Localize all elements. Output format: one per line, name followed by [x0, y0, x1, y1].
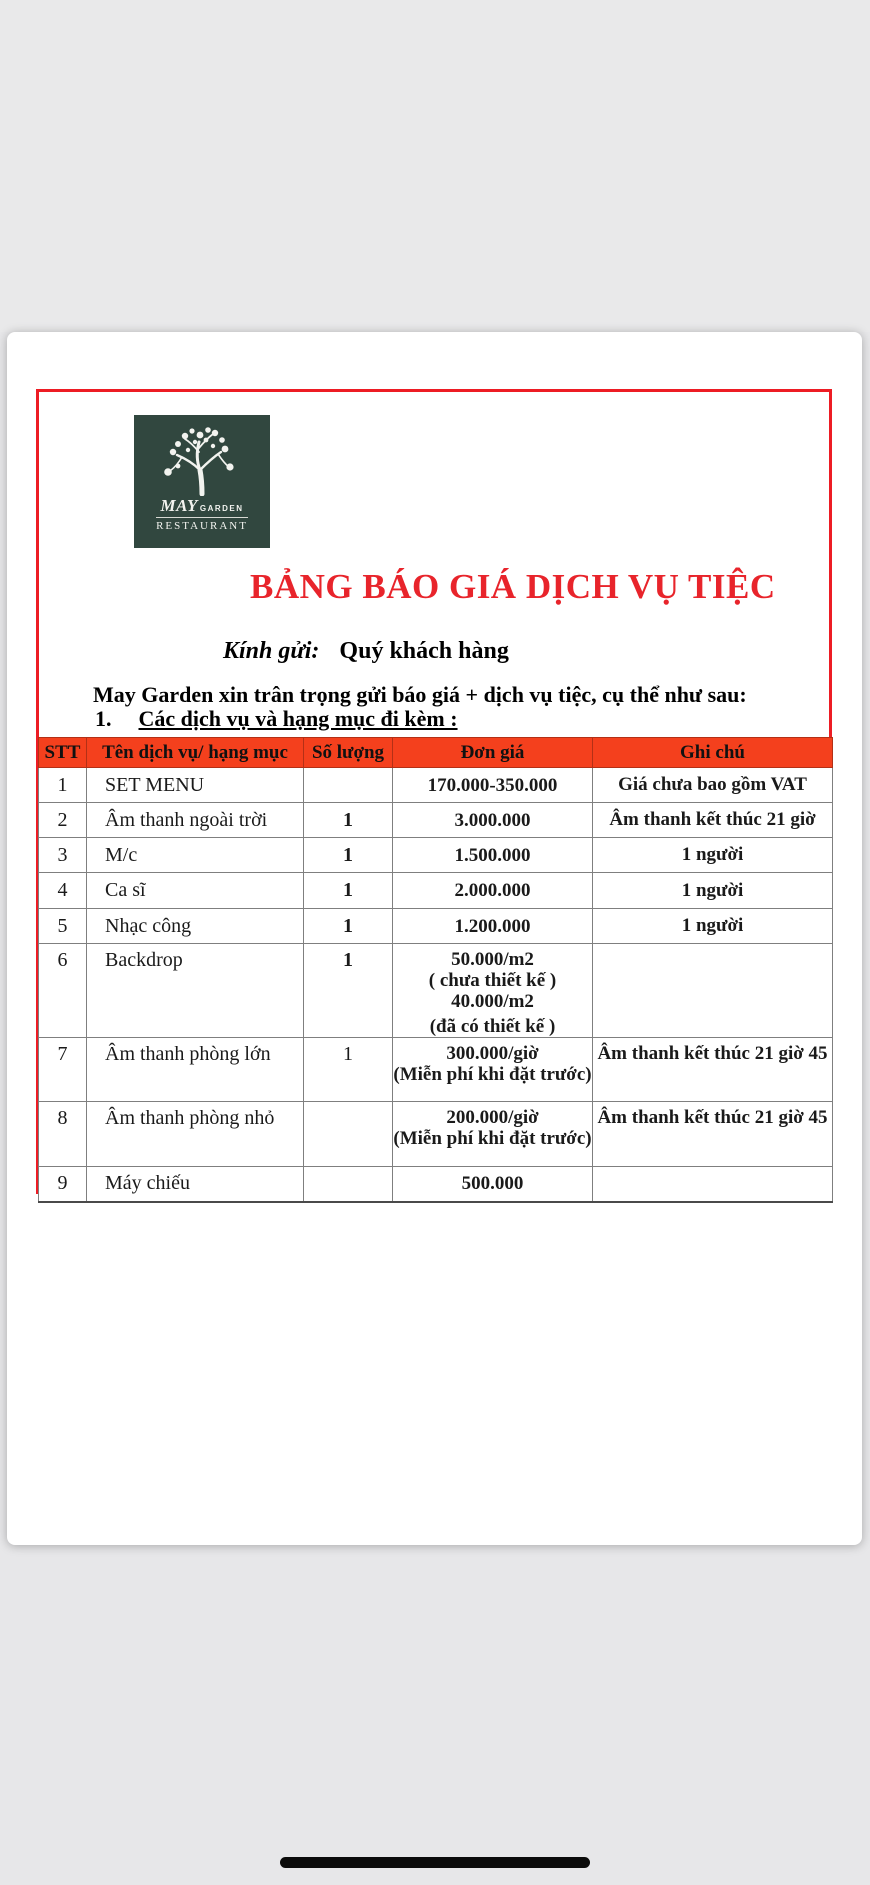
table-row — [39, 909, 833, 944]
table-row — [39, 1167, 833, 1202]
cell-stt: 6 — [39, 944, 87, 1038]
logo-divider — [156, 517, 248, 518]
cell-unit-price — [393, 768, 593, 803]
cell-quantity — [304, 768, 393, 803]
cell-unit-price — [393, 838, 593, 873]
price-line: 3.000.000 — [454, 809, 531, 831]
cell-quantity: 1 — [304, 909, 393, 944]
logo-brand-main: MAY — [160, 496, 198, 515]
cell-stt: 2 — [39, 803, 87, 838]
logo-brand-bottom: RESTAURANT — [156, 520, 248, 532]
price-line: (Miễn phí khi đặt trước) — [393, 1128, 592, 1149]
col-header-note: Ghi chú — [593, 738, 833, 768]
cell-note: 1 người — [593, 909, 833, 944]
cell-unit-price — [393, 803, 593, 838]
cell-unit-price — [393, 1102, 593, 1167]
home-indicator[interactable] — [280, 1857, 590, 1868]
cell-note: 1 người — [593, 838, 833, 873]
cell-quantity — [304, 1167, 393, 1202]
cell-stt: 7 — [39, 1038, 87, 1102]
cell-note: Giá chưa bao gồm VAT — [593, 768, 833, 803]
logo-brand-sub: GARDEN — [199, 504, 244, 513]
section-number: 1. — [95, 706, 112, 731]
cell-note: 1 người — [593, 873, 833, 909]
cell-unit-price — [393, 944, 593, 1038]
salutation-value: Quý khách hàng — [339, 638, 509, 664]
cell-stt: 5 — [39, 909, 87, 944]
cell-note: Âm thanh kết thúc 21 giờ — [593, 803, 833, 838]
cell-note — [593, 1167, 833, 1202]
section-heading: Các dịch vụ và hạng mục đi kèm : — [138, 706, 458, 731]
cell-note: Âm thanh kết thúc 21 giờ 45 — [593, 1102, 833, 1167]
price-line: 1.500.000 — [454, 844, 531, 866]
intro-line: May Garden xin trân trọng gửi báo giá + dịch vụ tiệc, cụ thể như sau: — [93, 682, 747, 707]
price-line: 40.000/m2 — [451, 991, 534, 1012]
price-line: 2.000.000 — [454, 880, 531, 901]
price-line: 50.000/m2 — [451, 949, 534, 970]
cell-unit-price — [393, 1038, 593, 1102]
salutation-label: Kính gửi: — [223, 638, 320, 664]
table-row — [39, 873, 833, 909]
table-row — [39, 803, 833, 838]
cell-service-name: Âm thanh phòng nhỏ — [87, 1102, 304, 1167]
table-body — [39, 768, 833, 1202]
price-line: 170.000-350.000 — [427, 774, 558, 796]
cell-service-name: Nhạc công — [87, 909, 304, 944]
cell-service-name: Ca sĩ — [87, 873, 304, 909]
price-line: 200.000/giờ — [446, 1107, 539, 1128]
col-header-price: Đơn giá — [393, 738, 593, 768]
cell-stt: 9 — [39, 1167, 87, 1202]
restaurant-logo — [134, 415, 270, 548]
cell-service-name: SET MENU — [87, 768, 304, 803]
price-line: 1.200.000 — [454, 915, 531, 937]
price-line: (đã có thiết kế ) — [429, 1016, 556, 1037]
document-title: BẢNG BÁO GIÁ DỊCH VỤ TIỆC — [250, 567, 776, 606]
price-line: (Miễn phí khi đặt trước) — [393, 1064, 592, 1085]
cell-quantity — [304, 1102, 393, 1167]
price-table — [38, 737, 832, 1203]
cell-unit-price — [393, 909, 593, 944]
cell-quantity: 1 — [304, 1038, 393, 1102]
cell-stt: 1 — [39, 768, 87, 803]
cell-quantity: 1 — [304, 944, 393, 1038]
cell-service-name: M/c — [87, 838, 304, 873]
table-row — [39, 944, 833, 1038]
cell-note — [593, 944, 833, 1038]
cell-unit-price — [393, 1167, 593, 1202]
section-heading-line — [95, 706, 458, 732]
price-line: ( chưa thiết kế ) — [428, 970, 557, 991]
salutation-line — [223, 638, 509, 665]
col-header-name: Tên dịch vụ/ hạng mục — [87, 738, 304, 768]
cell-quantity: 1 — [304, 838, 393, 873]
price-line: 500.000 — [461, 1173, 524, 1195]
table-row — [39, 1038, 833, 1102]
table-header-row — [39, 738, 833, 768]
cell-service-name: Máy chiếu — [87, 1167, 304, 1202]
tree-icon — [152, 422, 252, 496]
table-row — [39, 768, 833, 803]
cell-stt: 4 — [39, 873, 87, 909]
col-header-stt: STT — [39, 738, 87, 768]
cell-service-name: Backdrop — [87, 944, 304, 1038]
col-header-qty: Số lượng — [304, 738, 393, 768]
table-row — [39, 838, 833, 873]
cell-stt: 8 — [39, 1102, 87, 1167]
cell-service-name: Âm thanh ngoài trời — [87, 803, 304, 838]
table-row — [39, 1102, 833, 1167]
cell-service-name: Âm thanh phòng lớn — [87, 1038, 304, 1102]
cell-stt: 3 — [39, 838, 87, 873]
price-line: 300.000/giờ — [446, 1043, 539, 1064]
cell-quantity: 1 — [304, 803, 393, 838]
cell-quantity: 1 — [304, 873, 393, 909]
cell-unit-price — [393, 873, 593, 909]
cell-note: Âm thanh kết thúc 21 giờ 45 — [593, 1038, 833, 1102]
status-bar-area — [0, 0, 870, 332]
